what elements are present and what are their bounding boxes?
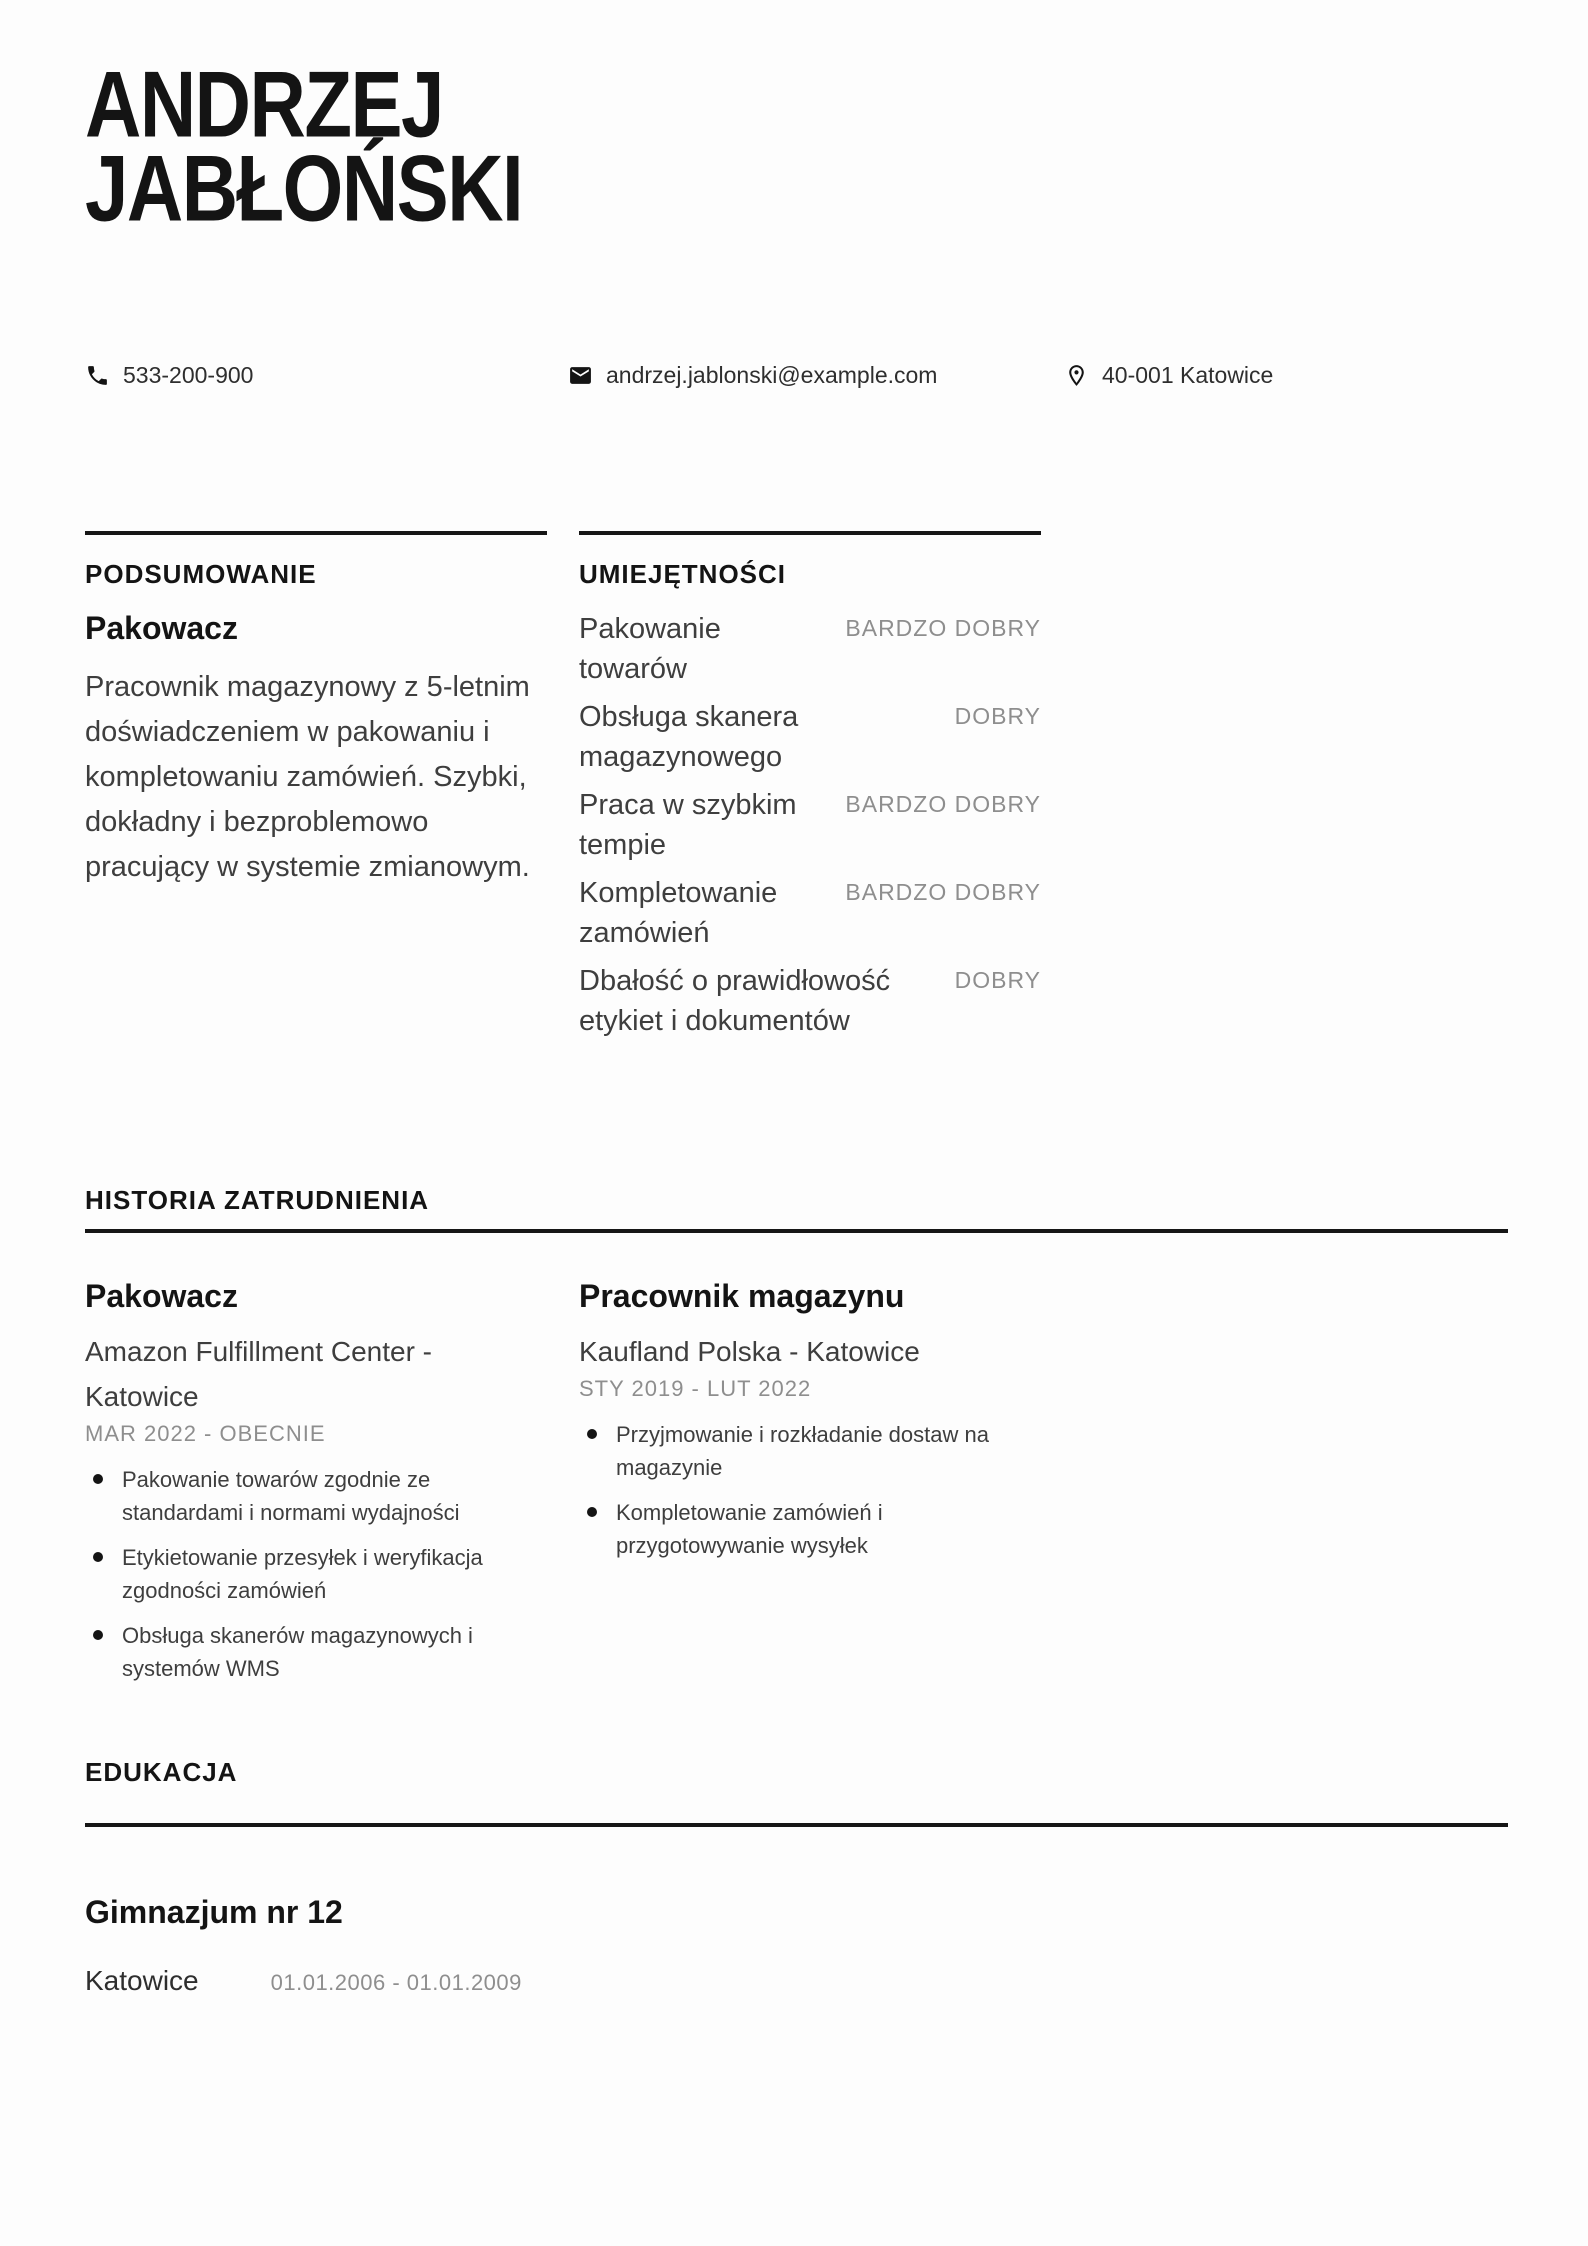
job-title: Pracownik magazynu <box>579 1278 905 1314</box>
job-title: Pakowacz <box>85 1278 238 1314</box>
skill-name: Kompletowanie zamówień <box>579 877 778 949</box>
skill-name: Dbałość o prawidłowość etykiet i dokumentów <box>579 965 891 1037</box>
top-columns <box>85 531 1508 1049</box>
contact-email-text: andrzej.jablonski@example.com <box>606 362 938 388</box>
contact-location <box>1064 362 1273 389</box>
phone-icon <box>85 363 110 388</box>
skill-name: Praca w szybkim tempie <box>579 789 797 861</box>
job-bullet <box>579 1496 1041 1562</box>
skills-section <box>579 531 1041 1049</box>
job-company: Amazon Fulfillment Center - Katowice <box>85 1336 433 1412</box>
summary-heading: PODSUMOWANIE <box>85 559 317 589</box>
bullet-dot-icon <box>93 1474 103 1484</box>
email-icon <box>568 363 593 388</box>
bullet-dot-icon <box>93 1630 103 1640</box>
job-entry <box>579 1277 1041 1697</box>
contact-phone <box>85 362 568 389</box>
job-bullet-list <box>579 1418 1041 1562</box>
skill-level: BARDZO DOBRY <box>845 791 1041 817</box>
job-dates: STY 2019 - LUT 2022 <box>579 1376 812 1401</box>
summary-section <box>85 531 547 1049</box>
skill-row <box>579 609 1041 689</box>
bullet-dot-icon <box>587 1429 597 1439</box>
bullet-dot-icon <box>587 1507 597 1517</box>
bullet-dot-icon <box>93 1552 103 1562</box>
education-details-row <box>85 1965 1508 1997</box>
skill-row <box>579 785 1041 865</box>
job-bullet <box>85 1619 547 1685</box>
person-name <box>85 51 1508 241</box>
contact-row <box>85 362 1508 389</box>
bullet-text: Pakowanie towarów zgodnie ze standardami i normami wydajności <box>122 1467 460 1525</box>
education-dates: 01.01.2006 - 01.01.2009 <box>270 1970 522 1995</box>
bullet-text: Przyjmowanie i rozkładanie dostaw na magazynie <box>616 1422 989 1480</box>
education-location: Katowice <box>85 1965 199 1996</box>
job-bullet-list <box>85 1463 547 1685</box>
summary-text: Pracownik magazynowy z 5-letnim doświadczeniem w pakowaniu i kompletowaniu zamówień. Szybki, dokładny i bezproblemowo pracujący w systemie zmianowym. <box>85 671 530 883</box>
skill-level: DOBRY <box>954 703 1041 729</box>
job-bullet <box>85 1463 547 1529</box>
contact-email <box>568 362 1064 389</box>
person-name-line2: JABŁOŃSKI <box>85 135 523 241</box>
contact-location-text: 40-001 Katowice <box>1102 362 1274 388</box>
location-icon <box>1064 363 1089 388</box>
jobs-grid <box>85 1277 1508 1697</box>
skill-level: BARDZO DOBRY <box>845 879 1041 905</box>
person-name-line1: ANDRZEJ <box>85 51 443 157</box>
job-bullet <box>579 1418 1041 1484</box>
education-heading: EDUKACJA <box>85 1757 238 1787</box>
skill-level: BARDZO DOBRY <box>845 615 1041 641</box>
bullet-text: Etykietowanie przesyłek i weryfikacja zgodności zamówień <box>122 1545 483 1603</box>
job-entry <box>85 1277 547 1697</box>
skill-level: DOBRY <box>954 967 1041 993</box>
skills-list <box>579 609 1041 1041</box>
summary-title: Pakowacz <box>85 610 238 646</box>
skill-row <box>579 873 1041 953</box>
bullet-text: Obsługa skanerów magazynowych i systemów WMS <box>122 1623 473 1681</box>
education-section <box>85 1757 1508 1997</box>
job-company: Kaufland Polska - Katowice <box>579 1336 920 1367</box>
skill-name: Obsługa skanera magazynowego <box>579 701 799 773</box>
section-divider <box>85 1229 1508 1233</box>
bullet-text: Kompletowanie zamówień i przygotowywanie wysyłek <box>616 1500 883 1558</box>
skills-heading: UMIEJĘTNOŚCI <box>579 559 787 589</box>
skill-name: Pakowanie towarów <box>579 613 721 685</box>
education-school: Gimnazjum nr 12 <box>85 1894 343 1930</box>
section-divider <box>85 1823 1508 1827</box>
job-bullet <box>85 1541 547 1607</box>
skill-row <box>579 961 1041 1041</box>
employment-heading: HISTORIA ZATRUDNIENIA <box>85 1185 430 1215</box>
skill-row <box>579 697 1041 777</box>
employment-section <box>85 1185 1508 1697</box>
contact-phone-text: 533-200-900 <box>123 362 254 388</box>
job-dates: MAR 2022 - OBECNIE <box>85 1421 326 1446</box>
